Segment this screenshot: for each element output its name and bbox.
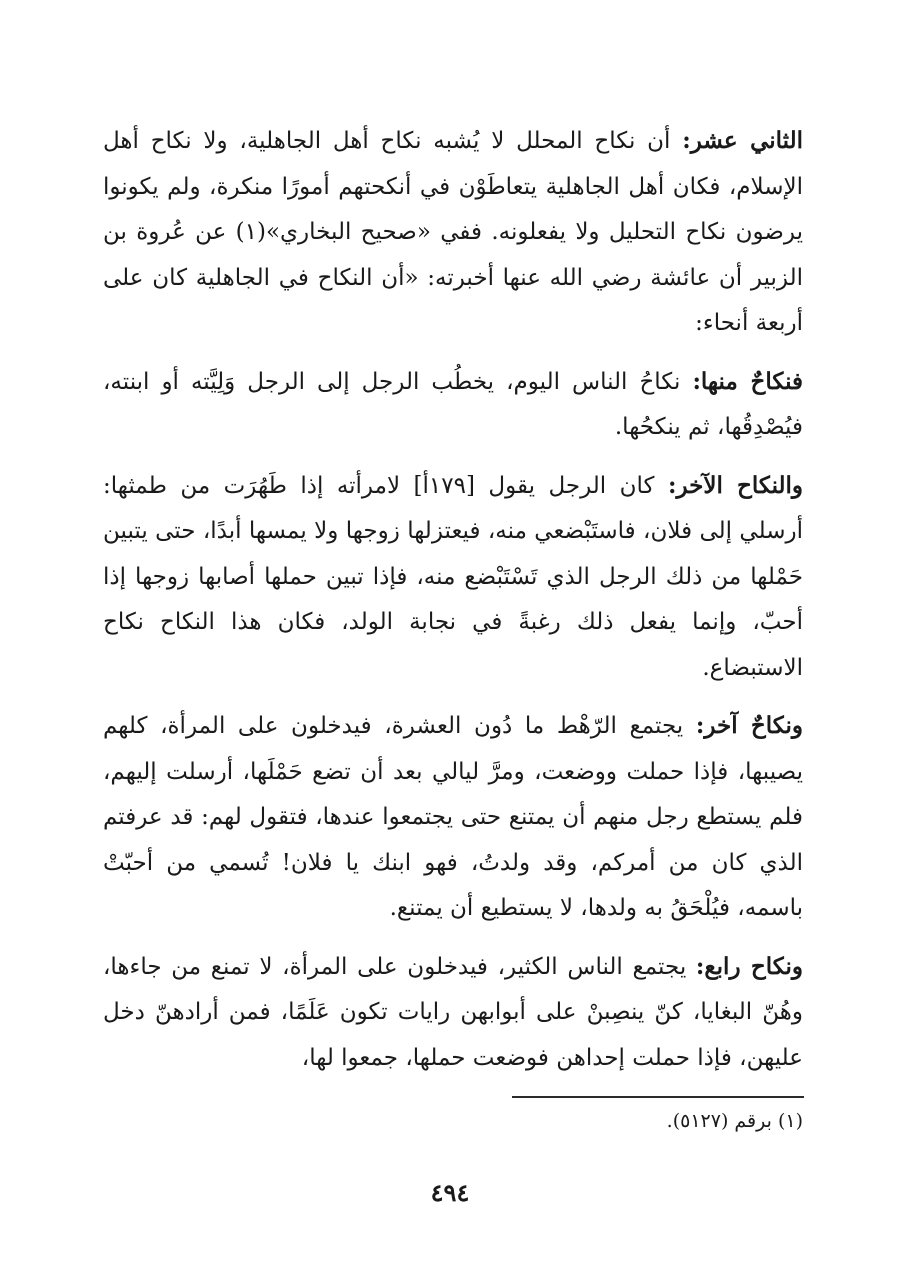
footnote: (١) برقم (٥١٢٧). [666, 1110, 803, 1132]
paragraph-third-type [103, 703, 803, 932]
paragraph-second-type [103, 463, 803, 692]
paragraph-fourth-type [103, 944, 803, 1082]
paragraph-lead: فنكاحٌ منها: [692, 367, 804, 395]
paragraph-text: كان الرجل يقول [١٧٩أ] لامرأته إذا طَهُرَت من طمثها: أرسلي إلى فلان، فاستَبْضعي منه، فيعتزلها زوجها ولا يمسها أبدًا، حتى يتبين حَمْلها من ذلك الرجل الذي تَسْتَبْضع منه، فإذا تبين حملها أصابها زوجها إذا أحبّ، وإنما يفعل ذلك رغبةً في نجابة الولد، فكان هذا النكاح نكاح الاستبضاع. [103, 472, 803, 681]
paragraph-lead: والنكاح الآخر: [667, 471, 804, 499]
paragraph-twelfth [103, 118, 803, 347]
paragraph-lead: ونكاحٌ آخر: [695, 712, 803, 739]
paragraph-text: يجتمع الناس الكثير، فيدخلون على المرأة، لا تمنع من جاءها، وهُنّ البغايا، كنّ ينصِبنْ على أبوابهن رايات تكون عَلَمًا، فمن أرادهنّ دخل عليهن، فإذا حملت إحداهن فوضعت حملها، جمعوا لها، [103, 953, 803, 1071]
paragraph-text: أن نكاح المحلل لا يُشبه نكاح أهل الجاهلية، ولا نكاح أهل الإسلام، فكان أهل الجاهلية يتعاطَوْن في أنكحتهم أمورًا منكرة، ولم يكونوا يرضون نكاح التحليل ولا يفعلونه. ففي «صحيح البخاري»(١) عن عُروة بن الزبير أن عائشة رضي الله عنها أخبرته: «أن النكاح في الجاهلية كان على أربعة أنحاء: [103, 128, 803, 336]
page-body [103, 118, 803, 1093]
paragraph-text: نكاحُ الناس اليوم، يخطُب الرجل إلى الرجل وَلِيَّته أو ابنته، فيُصْدِقُها، ثم ينكحُها. [103, 368, 803, 440]
page-number: ٤٩٤ [430, 1178, 470, 1207]
paragraph-lead: ونكاح رابع: [695, 952, 803, 980]
paragraph-text: يجتمع الرّهْط ما دُون العشرة، فيدخلون على المرأة، كلهم يصيبها، فإذا حملت ووضعت، ومرَّ ليالي بعد أن تضع حَمْلَها، أرسلت إليهم، فلم يستطع رجل منهم أن يمتنع حتى يجتمعوا عندها، فتقول لهم: قد عرفتم الذي كان من أمركم، وقد ولدتُ، فهو ابنك يا فلان! تُسمي من أحبّتْ باسمه، فيُلْحَقُ به ولدها، لا يستطيع أن يمتنع. [103, 713, 803, 921]
footnote-divider [512, 1096, 804, 1098]
paragraph-first-type [103, 359, 803, 451]
paragraph-lead: الثاني عشر: [682, 127, 803, 154]
